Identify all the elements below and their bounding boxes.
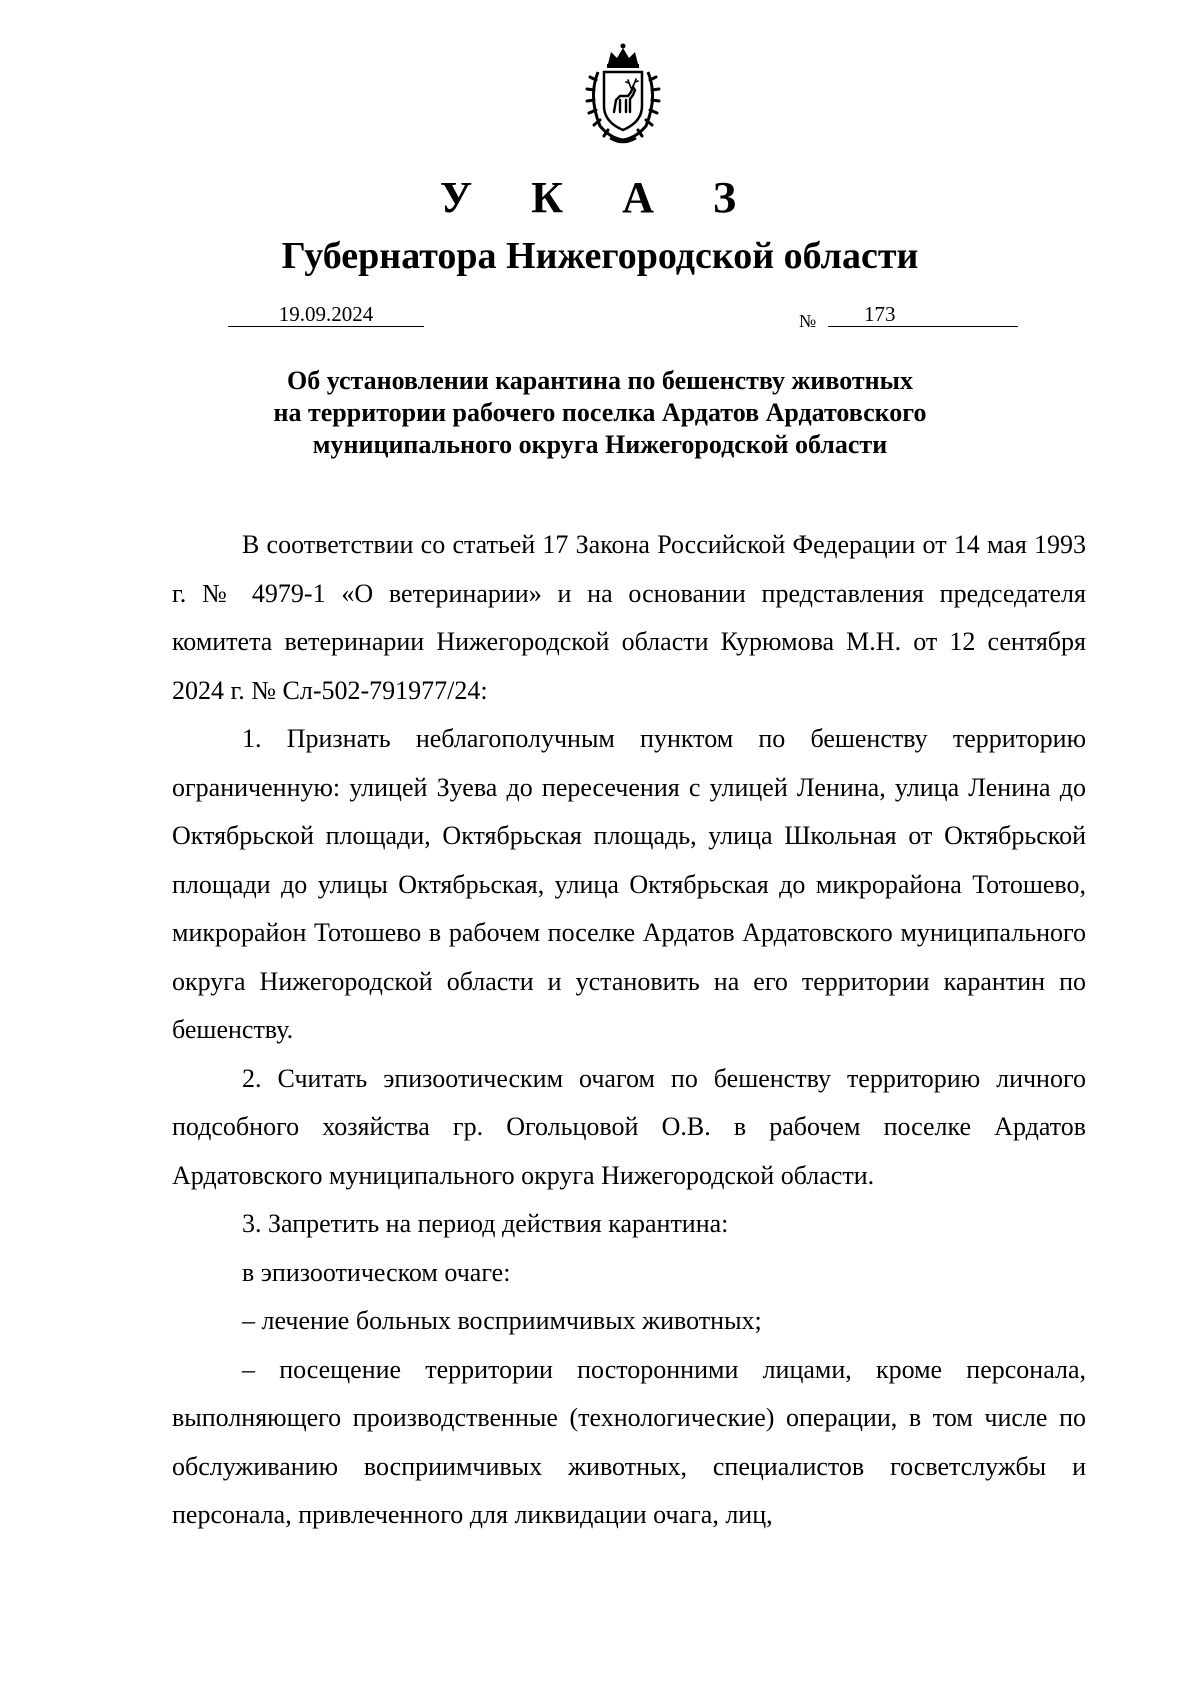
subject-line: муниципального округа Нижегородской области — [312, 430, 888, 459]
subject-line: Об установлении карантина по бешенству животных — [287, 366, 913, 395]
issuer-title: Губернатора Нижегородской области — [281, 235, 919, 277]
body-paragraph-item-1: 1. Признать неблагополучным пунктом по бешенству территорию ограниченную: улицей Зуева до пересечения с улицей Ленина, улица Ленина до Октябрьской площади, Октябрьская площадь, улица Школьная от Октябрьской площади до улицы Октябрьская, улица Октябрьская до микрорайона Тотошево, микрорайон Тотошево в рабочем поселке Ардатов Ардатовского муниципального округа Нижегородской области и установить на его территории карантин по бешенству. — [172, 724, 1086, 1044]
body-paragraph-preamble: В соответствии со статьей 17 Закона Российской Федерации от 14 мая 1993 г. № 4979-1 «О ветеринарии» и на основании представления председателя комитета ветеринарии Нижегородской области Курюмова М.Н. от 12 сентября 2024 г. № Сл-502-791977/24: — [172, 530, 1086, 705]
body-paragraph-dash-1: – лечение больных восприимчивых животных; — [242, 1306, 762, 1335]
body-paragraph-item-2: 2. Считать эпизоотическим очагом по бешенству территорию личного подсобного хозяйства гр. Огольцовой О.В. в рабочем поселке Ардатов Ардатовского муниципального округа Нижегородской области. — [172, 1063, 1086, 1190]
body-paragraph-subheading: в эпизоотическом очаге: — [242, 1257, 511, 1287]
document-date: 19.09.2024 — [228, 302, 424, 327]
document-number-field — [828, 302, 1018, 327]
coat-of-arms-emblem — [570, 42, 676, 148]
document-number: 173 — [864, 302, 896, 326]
document-type-title: У К А З — [439, 173, 761, 222]
body-paragraph-item-3: 3. Запретить на период действия карантина: — [242, 1209, 729, 1238]
document-body — [172, 521, 1086, 1540]
document-subject — [0, 365, 1200, 461]
subject-line: на территории рабочего поселка Ардатов Ардатовского — [273, 398, 927, 427]
number-sign: № — [799, 311, 817, 331]
body-paragraph-dash-2: – посещение территории посторонними лицами, кроме персонала, выполняющего производственные (технологические) операции, в том числе по обслуживанию восприимчивых животных, специалистов госветслужбы и персонала, привлеченного для ликвидации очага, лиц, — [172, 1354, 1086, 1529]
